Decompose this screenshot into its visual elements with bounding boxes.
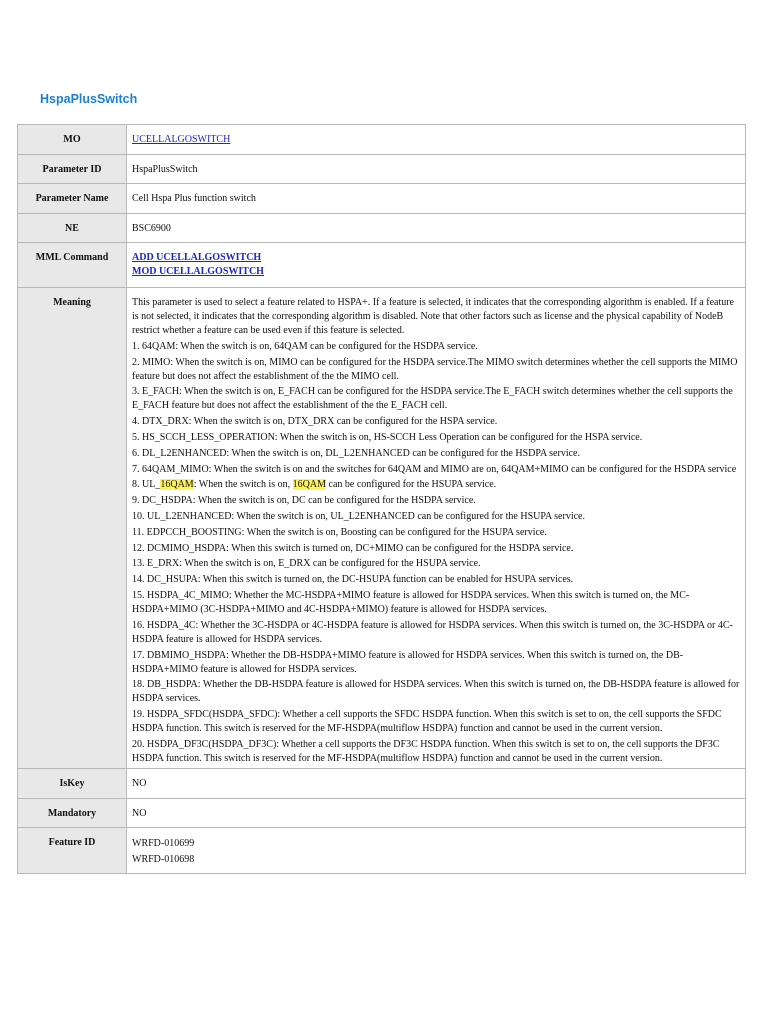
row-mo (18, 125, 746, 155)
row-mml-command (18, 243, 746, 288)
iskey-value: NO (127, 768, 746, 798)
row-parameter-name (18, 184, 746, 214)
meaning-value (127, 288, 746, 769)
mml-command-cell (127, 243, 746, 288)
meaning-item-8: 8. UL_16QAM: When the switch is on, 16QAM can be configured for the HSUPA service. (132, 479, 497, 491)
row-meaning (18, 288, 746, 769)
meaning-item-13: 13. E_DRX: When the switch is on, E_DRX can be configured for the HSUPA service. (132, 558, 481, 570)
meaning-item-17: 17. DBMIMO_HSDPA: Whether the DB-HSDPA+MIMO feature is allowed for HSDPA services. When this switch is turned on, the DB-HSDPA+MIMO feature is allowed for HSDPA services. (132, 649, 684, 675)
meaning-item-11: 11. EDPCCH_BOOSTING: When the switch is on, Boosting can be configured for the HSUPA service. (132, 526, 547, 538)
meaning-intro: This parameter is used to select a feature related to HSPA+. If a feature is selected, it indicates that the corresponding algorithm is enabled. If a feature is not selected, it indicates that the corresponding algorithm is disabled. Note that other factors such as license and the physical capability of NodeB restrict whether a feature can be used even if this feature is selected. (132, 297, 734, 336)
highlight-16qam: 16QAM (160, 479, 194, 491)
parameter-id-label: Parameter ID (18, 155, 127, 184)
parameter-id-value: HspaPlusSwitch (127, 155, 746, 184)
row-ne (18, 214, 746, 243)
mo-link[interactable]: UCELLALGOSWITCH (132, 134, 231, 145)
meaning-item-2: 2. MIMO: When the switch is on, MIMO can be configured for the HSDPA service.The MIMO switch determines whether the cell supports the MIMO feature but does not affect the establishment of the the MIMO cell. (132, 356, 738, 382)
ne-label: NE (18, 214, 127, 243)
highlight-16qam: 16QAM (292, 479, 327, 491)
feature-id-2: WRFD-010698 (132, 853, 195, 865)
mod-command-link[interactable]: MOD UCELLALGOSWITCH (132, 266, 264, 277)
meaning-item-6: 6. DL_L2ENHANCED: When the switch is on, DL_L2ENHANCED can be configured for the HSDPA service. (132, 447, 580, 459)
meaning-item-7: 7. 64QAM_MIMO: When the switch is on and the switches for 64QAM and MIMO are on, 64QAM+MIMO can be configured for the HSDPA service (132, 463, 737, 475)
meaning-item-19: 19. HSDPA_SFDC(HSDPA_SFDC): Whether a cell supports the SFDC HSDPA function. When this switch is set to on, the cell supports the SFDC HSDPA function. This switch is reserved for the MF-HSDPA(multiflow HSDPA) function and cannot be used in the current version. (132, 709, 722, 735)
feature-id-cell (127, 827, 746, 873)
mandatory-label: Mandatory (18, 798, 127, 827)
parameter-name-value: Cell Hspa Plus function switch (127, 184, 746, 214)
meaning-item-15: 15. HSDPA_4C_MIMO: Whether the MC-HSDPA+MIMO feature is allowed for HSDPA services. When this switch is turned on, the MC-HSDPA+MIMO (3C-HSDPA+MIMO and 4C-HSDPA+MIMO) feature is allowed for HSDPA services. (132, 589, 690, 615)
feature-id-1: WRFD-010699 (132, 837, 195, 849)
ne-value: BSC6900 (127, 214, 746, 243)
meaning-item-9: 9. DC_HSDPA: When the switch is on, DC can be configured for the HSDPA service. (132, 495, 476, 507)
add-command-link[interactable]: ADD UCELLALGOSWITCH (132, 252, 262, 263)
meaning-item-4: 4. DTX_DRX: When the switch is on, DTX_DRX can be configured for the HSPA service. (132, 416, 498, 428)
row-mandatory (18, 798, 746, 827)
row-iskey (18, 768, 746, 798)
meaning-item-3: 3. E_FACH: When the switch is on, E_FACH can be configured for the HSDPA service.The E_FACH switch determines whether the cell supports the E_FACH feature but does not affect the establishment of the the E_FACH cell. (132, 386, 733, 412)
meaning-item-20: 20. HSDPA_DF3C(HSDPA_DF3C): Whether a cell supports the DF3C HSDPA function. When this switch is set to on, the cell supports the DF3C HSDPA function. This switch is reserved for the MF-HSDPA(multiflow HSDPA) function and cannot be used in the current version. (132, 738, 720, 764)
parameter-name-label: Parameter Name (18, 184, 127, 214)
row-feature-id (18, 827, 746, 873)
mo-label: MO (18, 125, 127, 155)
mandatory-value: NO (127, 798, 746, 827)
feature-id-label: Feature ID (18, 827, 127, 873)
meaning-item-16: 16. HSDPA_4C: Whether the 3C-HSDPA or 4C-HSDPA feature is allowed for HSDPA services. When this switch is turned on, the 3C-HSDPA or 4C-HSDPA feature is allowed for HSDPA services. (132, 619, 733, 645)
row-parameter-id (18, 155, 746, 184)
meaning-item-18: 18. DB_HSDPA: Whether the DB-HSDPA feature is allowed for HSDPA services. When this switch is turned on, the DB-HSDPA feature is allowed for HSDPA services. (132, 679, 740, 705)
page-title: HspaPlusSwitch (40, 92, 138, 106)
meaning-item-1: 1. 64QAM: When the switch is on, 64QAM can be configured for the HSDPA service. (132, 340, 478, 352)
mo-value-cell (127, 125, 746, 155)
parameter-table (17, 124, 746, 874)
meaning-item-5: 5. HS_SCCH_LESS_OPERATION: When the switch is on, HS-SCCH Less Operation can be configured for the HSPA service. (132, 431, 643, 443)
meaning-item-10: 10. UL_L2ENHANCED: When the switch is on, UL_L2ENHANCED can be configured for the HSUPA service. (132, 510, 585, 522)
meaning-item-14: 14. DC_HSUPA: When this switch is turned on, the DC-HSUPA function can be enabled for HSUPA services. (132, 574, 574, 586)
meaning-label: Meaning (18, 288, 127, 769)
mml-command-label: MML Command (18, 243, 127, 288)
meaning-item-12: 12. DCMIMO_HSDPA: When this switch is turned on, DC+MIMO can be configured for the HSDPA service. (132, 542, 574, 554)
iskey-label: IsKey (18, 768, 127, 798)
